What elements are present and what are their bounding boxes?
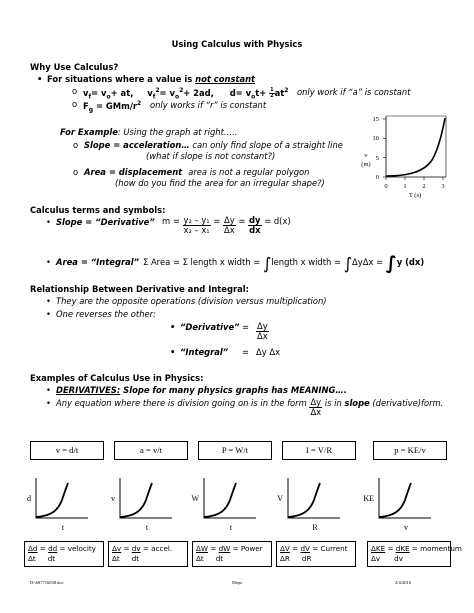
area-question: (how do you find the area for an irregular shape?) (115, 178, 325, 188)
graph-curve (288, 483, 320, 517)
meaning-denominator: Δv dv (371, 554, 403, 563)
mini-graph (363, 476, 449, 532)
meaning-denominator: Δt dt (112, 554, 140, 563)
gravity-equation: o $F_g = GMm/r^2$ (83, 99, 141, 115)
meaning-numerator: ΔKE = dKE = momentum (371, 544, 462, 553)
integral-label: • “Integral” (180, 347, 228, 357)
slope-formula: m = $\frac{\text{y₂ – y₁}}{\text{x₂ – x₁}}$ = $\frac{\Delta y}{\Delta x}$ = $\frac{dy}{dx}$ = d(x) (162, 215, 291, 235)
formula-box (282, 441, 356, 460)
meaning-numerator: ΔV = dV = Current (280, 544, 348, 553)
meaning-box (24, 541, 104, 567)
graph-x-label: t (145, 523, 149, 532)
graph-x-label: t (61, 523, 65, 532)
derivatives-bullet: • DERIVATIVES: Slope for many physics graphs has MEANING…. (56, 385, 347, 395)
graph-curve (120, 483, 152, 517)
why-bullet (47, 74, 255, 84)
y-tick: 5 (375, 155, 379, 162)
graph-curve (204, 483, 236, 517)
formula-box (30, 441, 104, 460)
formula-text: I = V/R (305, 445, 333, 455)
y-axis-label: v (364, 152, 368, 159)
x-tick: 1 (403, 183, 407, 190)
footer-date: 2/4/2016 (395, 580, 412, 585)
graph-x-label: R (312, 523, 318, 532)
integral-sign: ∫ (343, 254, 353, 273)
integral-sign: ∫ (385, 253, 397, 274)
derivative-label: • “Derivative” (180, 322, 240, 332)
slope-example: o Slope = acceleration… can only find slope of a straight line (84, 140, 343, 150)
velocity-time-graph (358, 110, 458, 202)
integral-eq-sign: = (242, 347, 250, 357)
graph-curve (379, 483, 411, 517)
mini-graph (191, 476, 274, 532)
kinematics-equations: o $v_f= v_o+$ at, $v_f^2= v_o^2+ 2ad$, $d= v_ot+$ $\frac{1}{2}$ $at^2$ (83, 86, 288, 102)
area-formula: Σ Area = Σ length x width = ∫length x width = ∫ΔyΔx = ∫y (dx) (143, 253, 425, 274)
x-tick: 3 (441, 183, 445, 190)
formula-box (373, 441, 447, 460)
formula-text: p = KE/v (394, 445, 426, 455)
meaning-box (192, 541, 272, 567)
footer-author: Mops (231, 580, 243, 585)
graph-y-label: KE (363, 494, 374, 503)
meaning-denominator: Δt dt (28, 554, 56, 563)
footer-filename: D:\687716038.doc (30, 580, 64, 585)
derivative-eq-sign: = (242, 322, 250, 332)
examples-heading: Examples of Calculus Use in Physics: (30, 373, 204, 383)
meaning-numerator: Δv = dv = accel. (112, 544, 173, 553)
why-heading: Why Use Calculus? (30, 62, 119, 72)
graph-curve (36, 483, 68, 517)
gravity-note: only works if “r” is constant (150, 100, 267, 110)
meaning-numerator: Δd = dd = velocity (28, 544, 96, 553)
meaning-denominator: ΔR dR (280, 554, 312, 563)
graph-curve (386, 118, 445, 176)
x-tick: 2 (422, 183, 426, 190)
why-bullet-underlined: not constant (195, 74, 256, 84)
formula-box (198, 441, 272, 460)
integral-value: Δy Δx (256, 347, 281, 357)
area-example: o Area = displacement area is not a regular polygon (84, 167, 310, 177)
graph-x-label: t (229, 523, 233, 532)
mini-graph (26, 476, 106, 532)
mini-graph (278, 476, 358, 532)
kinematics-note: only work if “a” is constant (297, 87, 411, 97)
page-title: Using Calculus with Physics (171, 39, 303, 49)
x-tick: 0 (384, 183, 388, 190)
relationship-heading: Relationship Between Derivative and Integral: (30, 284, 249, 294)
meaning-numerator: ΔW = dW = Power (196, 544, 263, 553)
formula-text: P = W/t (221, 445, 249, 455)
division-bullet: • Any equation where there is division going on is in the form $\frac{\Delta y}{\Delta x}$ is in slope (derivative)form. (56, 398, 443, 417)
meaning-box (367, 541, 462, 567)
relationship-bullet-2: • One reverses the other: (56, 309, 156, 319)
formula-text: a = v/t (139, 445, 163, 455)
formula-text: v = d/t (55, 445, 79, 455)
graph-x-label: v (404, 523, 408, 532)
meaning-denominator: Δt dt (196, 554, 224, 563)
area-integral: • Area = “Integral” (56, 257, 139, 267)
formula-box (114, 441, 188, 460)
why-bullet-text: For situations where a value is (47, 74, 196, 84)
graph-y-label: d (27, 494, 31, 503)
relationship-bullet-1: • They are the opposite operations (division versus multiplication) (56, 296, 327, 306)
y-axis-unit: (m) (361, 161, 371, 168)
slope-question: (what if slope is not constant?) (146, 151, 276, 161)
graph-y-label: v (111, 494, 115, 503)
mini-graph (110, 476, 190, 532)
x-axis-label: T (s) (408, 192, 422, 199)
graph-y-label: W (191, 494, 199, 503)
slope-derivative: • Slope = “Derivative” (56, 217, 155, 227)
y-tick: 10 (372, 135, 379, 142)
graph-y-label: V (277, 494, 283, 503)
y-tick: 0 (375, 174, 379, 181)
integral-sign: ∫ (262, 254, 272, 273)
y-tick: 15 (372, 116, 379, 123)
derivative-fraction: $\frac{\Delta y}{\Delta x}$ (257, 321, 268, 341)
meaning-box (108, 541, 188, 567)
example-intro: For Example: Using the graph at right….. (60, 127, 238, 137)
terms-heading: Calculus terms and symbols: (30, 205, 166, 215)
meaning-box (276, 541, 356, 567)
